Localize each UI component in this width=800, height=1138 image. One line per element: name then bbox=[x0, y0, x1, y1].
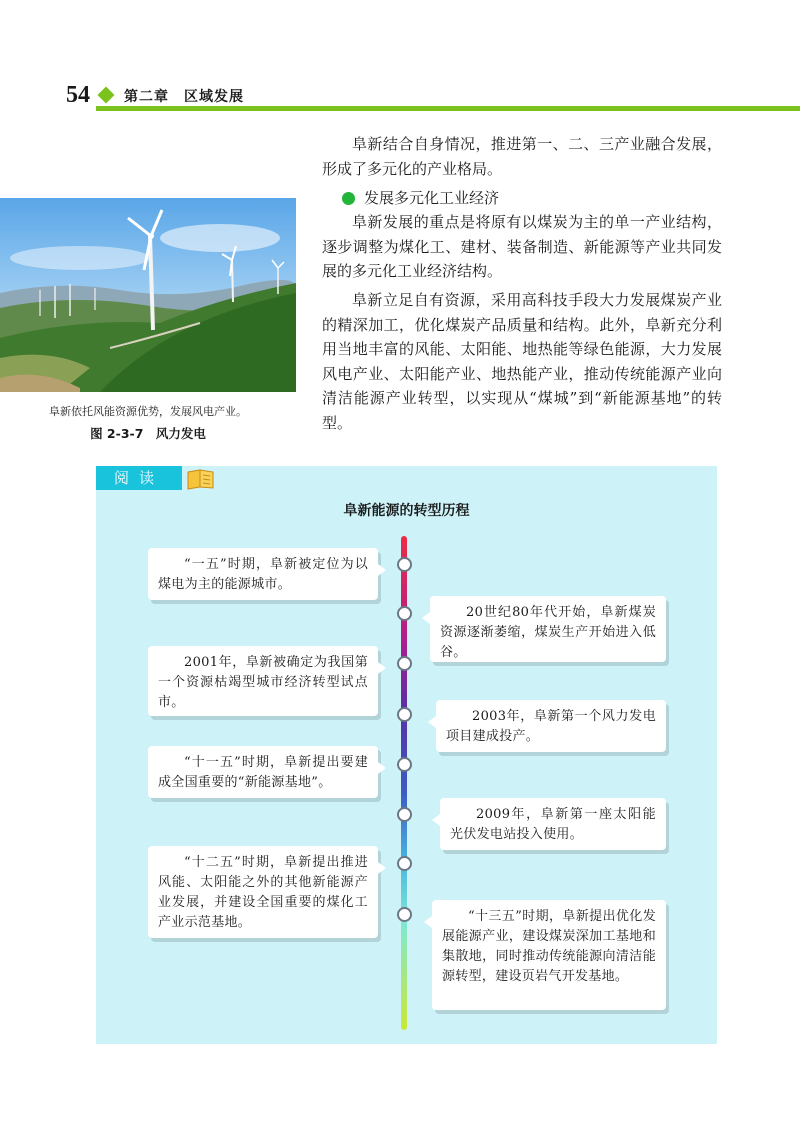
figure-caption: 阜新依托风能资源优势，发展风电产业。 bbox=[49, 405, 247, 418]
section-bullet-icon bbox=[342, 192, 355, 205]
timeline-card: “十二五”时期，阜新提出推进风能、太阳能之外的其他新能源产业发展，并建设全国重要的煤化工产业示范基地。 bbox=[148, 846, 378, 938]
diamond-bullet-icon bbox=[98, 87, 115, 104]
paragraph-industry-structure: 阜新发展的重点是将原有以煤炭为主的单一产业结构，逐步调整为煤化工、建材、装备制造、新能源等产业共同发展的多元化工业经济结构。 bbox=[322, 213, 722, 280]
timeline-node bbox=[397, 557, 412, 572]
chapter-title: 第二章 区域发展 bbox=[124, 89, 244, 105]
wind-farm-illustration bbox=[0, 198, 296, 392]
timeline-node bbox=[397, 807, 412, 822]
timeline-card: 2003年，阜新第一个风力发电项目建成投产。 bbox=[436, 700, 666, 752]
timeline-card: 2001年，阜新被确定为我国第一个资源枯竭型城市经济转型试点市。 bbox=[148, 646, 378, 716]
timeline-node bbox=[397, 757, 412, 772]
timeline-node bbox=[397, 856, 412, 871]
timeline-node bbox=[397, 907, 412, 922]
timeline-node bbox=[397, 656, 412, 671]
timeline-card: “十三五”时期，阜新提出优化发展能源产业，建设煤炭深加工基地和集散地，同时推动传统能源向清洁能源转型，建设页岩气开发基地。 bbox=[432, 900, 666, 1010]
book-icon bbox=[186, 468, 216, 494]
paragraph-new-energy: 阜新立足自有资源，采用高科技手段大力发展煤炭产业的精深加工，优化煤炭产品质量和结构。此外，阜新充分利用当地丰富的风能、太阳能、地热能等绿色能源，大力发展风电产业、太阳能产业、地热能产业，推动传统能源产业向清洁能源产业转型，以实现从“煤城”到“新能源基地”的转型。 bbox=[322, 291, 722, 432]
timeline-node bbox=[397, 707, 412, 722]
header-rule bbox=[96, 106, 800, 111]
timeline-card: 2009年，阜新第一座太阳能光伏发电站投入使用。 bbox=[440, 798, 666, 850]
reading-tab-label: 阅读 bbox=[113, 469, 164, 487]
timeline-card: “一五”时期，阜新被定位为以煤电为主的能源城市。 bbox=[148, 548, 378, 600]
wind-farm-photo bbox=[0, 198, 296, 392]
timeline-card: 20世纪80年代开始，阜新煤炭资源逐渐萎缩，煤炭生产开始进入低谷。 bbox=[430, 596, 666, 662]
timeline-node bbox=[397, 606, 412, 621]
section-title: 发展多元化工业经济 bbox=[364, 189, 500, 207]
figure-label: 图 2-3-7 风力发电 bbox=[90, 426, 206, 441]
paragraph-intro: 阜新结合自身情况，推进第一、二、三产业融合发展，形成了多元化的产业格局。 bbox=[322, 135, 722, 178]
timeline-card: “十一五”时期，阜新提出要建成全国重要的“新能源基地”。 bbox=[148, 746, 378, 798]
page-number: 54 bbox=[66, 82, 90, 108]
reading-title: 阜新能源的转型历程 bbox=[343, 503, 470, 519]
